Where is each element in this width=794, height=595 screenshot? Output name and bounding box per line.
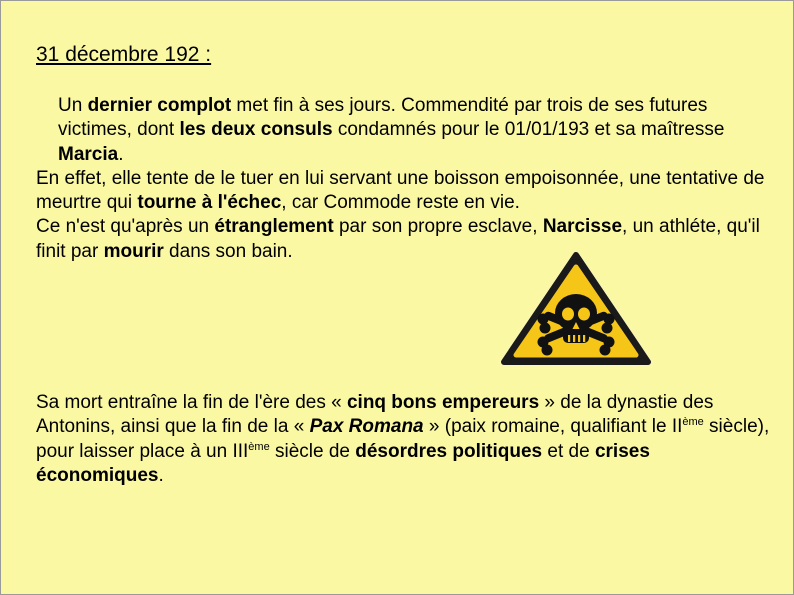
emphasis: Narcisse xyxy=(542,216,623,238)
emphasis: cinq bons empereurs xyxy=(346,392,540,413)
emphasis: dernier complot xyxy=(87,95,232,116)
emphasis: tourne à l'échec xyxy=(137,192,282,214)
emphasis: désordres politiques xyxy=(355,440,543,462)
emphasis: étranglement xyxy=(214,216,334,238)
emphasis: mourir xyxy=(103,240,164,262)
superscript: ème xyxy=(682,416,704,429)
skull-crossbones-warning-icon xyxy=(497,247,655,369)
paragraph-complot xyxy=(36,94,776,264)
emphasis: Pax Romana xyxy=(309,416,424,438)
sentence-strangling: Ce n'est qu'après un étranglement par son propre esclave, Narcisse, un athléte, qu'il finit par mourir dans son bain. xyxy=(36,216,760,262)
emphasis: les deux consuls xyxy=(179,119,333,141)
slide-title: 31 décembre 192 : xyxy=(36,43,212,66)
sentence-complot: Un dernier complot met fin à ses jours. Commendité par trois de ses futures victimes, dont les deux consuls condamnés pour le 01/01/193 et sa maîtresse Marcia. xyxy=(58,95,725,165)
superscript: ème xyxy=(248,440,270,453)
paragraph-consequences: Sa mort entraîne la fin de l'ère des « cinq bons empereurs » de la dynastie des Antonins, ainsi que la fin de la « Pax Romana » (paix romaine, qualifiant le IIème siècle), pour laisser place à un IIIème siècle de désordres politiques et de crises économiques. xyxy=(36,392,770,486)
emphasis: crises économiques xyxy=(36,440,650,486)
emphasis: Marcia xyxy=(58,143,119,165)
sentence-poison: En effet, elle tente de le tuer en lui servant une boisson empoisonnée, une tentative de meurtre qui tourne à l'échec, car Commode reste en vie. xyxy=(36,167,765,214)
